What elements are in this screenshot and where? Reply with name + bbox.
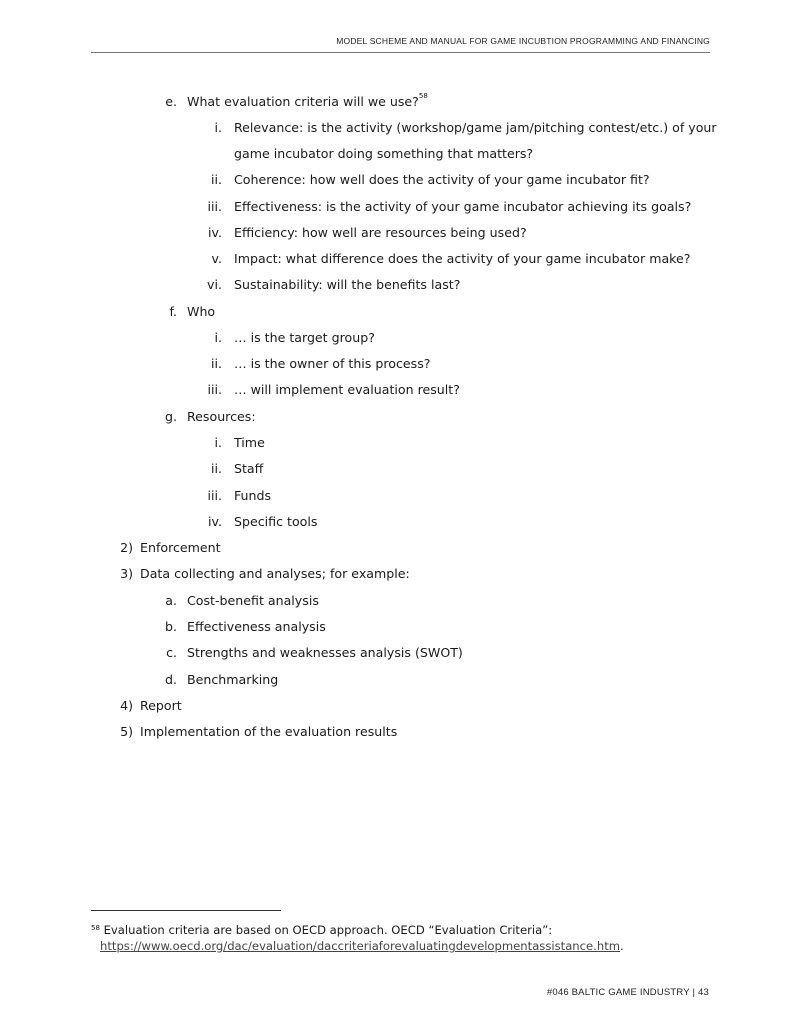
list-marker: a. [165, 593, 177, 608]
list-item-text: Relevance: is the activity (workshop/game jam/pitching contest/etc.) of your [234, 120, 717, 135]
list-item [187, 94, 428, 109]
running-header: MODEL SCHEME AND MANUAL FOR GAME INCUBTION PROGRAMMING AND FINANCING [336, 36, 710, 46]
list-marker: iii. [207, 488, 222, 503]
footnote-text: Evaluation criteria are based on OECD approach. OECD “Evaluation Criteria”: [99, 923, 553, 937]
list-item-text: Who [187, 304, 216, 319]
list-item-text: Coherence: how well does the activity of your game incubator fit? [234, 172, 650, 187]
list-item [234, 199, 691, 214]
footnote-trail: . [620, 939, 624, 953]
list-item [187, 593, 319, 608]
list-marker: i. [214, 435, 222, 450]
list-item [234, 330, 375, 345]
footnote [91, 922, 624, 954]
list-marker: vi. [207, 277, 222, 292]
list-marker: b. [165, 619, 177, 634]
list-marker: d. [165, 672, 177, 687]
list-marker: iv. [208, 225, 222, 240]
list-item-text: Enforcement [140, 540, 221, 555]
list-marker: 5) [120, 724, 133, 739]
list-item [234, 120, 717, 135]
footnote-link[interactable]: https://www.oecd.org/dac/evaluation/daccriteriaforevaluatingdevelopmentassistance.htm [100, 939, 621, 953]
list-marker: g. [165, 409, 177, 424]
list-item [187, 672, 278, 687]
list-marker: f. [169, 304, 177, 319]
list-item [140, 566, 410, 581]
list-marker: c. [166, 645, 177, 660]
list-marker: i. [214, 330, 222, 345]
list-item [234, 514, 317, 529]
list-item-text: Benchmarking [187, 672, 279, 687]
list-item [187, 645, 463, 660]
list-item [140, 540, 221, 555]
list-marker: ii. [210, 461, 222, 476]
list-item [234, 225, 527, 240]
list-item-text: Cost-benefit analysis [187, 593, 319, 608]
list-marker: e. [165, 94, 177, 109]
list-item [234, 488, 271, 503]
list-marker: i. [214, 120, 222, 135]
footnote-divider [91, 910, 281, 911]
list-item [234, 356, 430, 371]
list-marker: iii. [207, 199, 222, 214]
list-item-text: Report [140, 698, 182, 713]
list-item [234, 435, 265, 450]
list-item-text: Time [234, 435, 265, 450]
list-marker: 4) [120, 698, 133, 713]
list-item-text: Staff [234, 461, 264, 476]
list-item-text: What evaluation criteria will we use? [187, 94, 419, 109]
list-item [234, 172, 650, 187]
list-item-text: game incubator doing something that matters? [234, 146, 534, 161]
list-item [234, 461, 263, 476]
list-item [187, 409, 256, 424]
list-marker: ii. [210, 356, 222, 371]
list-item [234, 277, 460, 292]
list-item-text: … is the owner of this process? [234, 356, 431, 371]
list-marker: ii. [210, 172, 222, 187]
list-item-text: … is the target group? [234, 330, 375, 345]
list-item-text: Specific tools [234, 514, 318, 529]
list-marker: 3) [120, 566, 133, 581]
list-item-text: Resources: [187, 409, 256, 424]
list-item-text: Effectiveness: is the activity of your game incubator achieving its goals? [234, 199, 692, 214]
list-item [140, 698, 182, 713]
list-item [187, 619, 326, 634]
list-marker: iv. [208, 514, 222, 529]
header-divider [91, 52, 710, 53]
list-item-text: Implementation of the evaluation results [140, 724, 398, 739]
list-item [234, 146, 533, 161]
list-marker: iii. [207, 382, 222, 397]
list-item-text: Efficiency: how well are resources being used? [234, 225, 527, 240]
footnote-number: 58 [91, 924, 100, 932]
list-marker: v. [211, 251, 222, 266]
list-item [187, 304, 215, 319]
list-item [140, 724, 397, 739]
list-item-text: Impact: what difference does the activity of your game incubator make? [234, 251, 691, 266]
footnote-reference[interactable]: 58 [418, 92, 428, 100]
list-item-text: Effectiveness analysis [187, 619, 326, 634]
list-item-text: Funds [234, 488, 272, 503]
list-item-text: Strengths and weaknesses analysis (SWOT) [187, 645, 463, 660]
list-item-text: … will implement evaluation result? [234, 382, 460, 397]
list-item [234, 382, 460, 397]
page-footer: #046 BALTIC GAME INDUSTRY | 43 [546, 987, 709, 998]
list-item-text: Sustainability: will the benefits last? [234, 277, 461, 292]
list-item [234, 251, 690, 266]
list-item-text: Data collecting and analyses; for example: [140, 566, 410, 581]
list-marker: 2) [120, 540, 133, 555]
